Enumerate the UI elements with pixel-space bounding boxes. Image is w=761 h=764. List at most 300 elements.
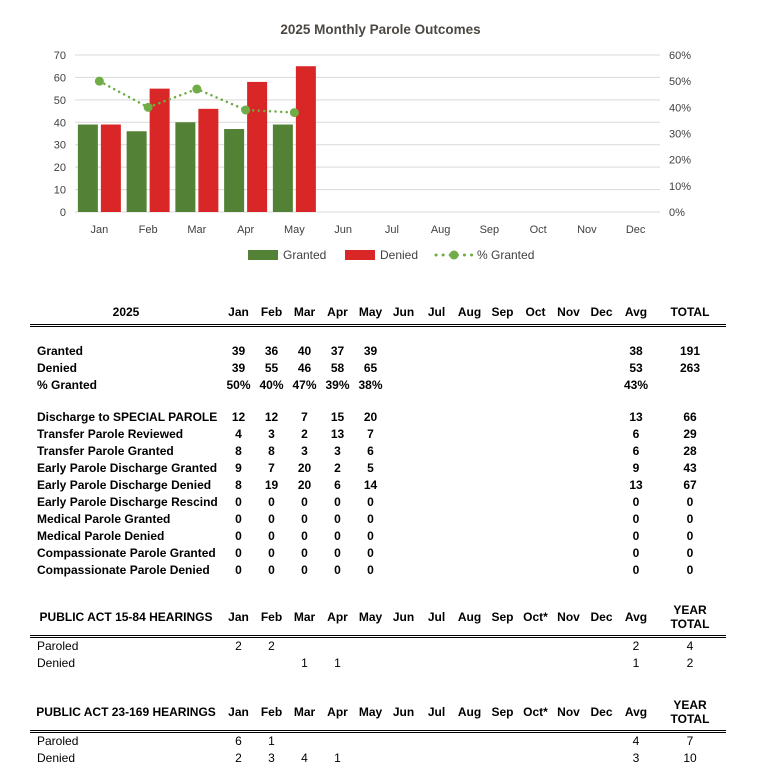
value-cell (486, 494, 519, 511)
value-cell (453, 443, 486, 460)
row-label: Denied (37, 361, 78, 375)
value-cell: 0 (235, 546, 242, 560)
value-cell: 0 (367, 529, 374, 543)
row-label: Medical Parole Granted (37, 512, 171, 526)
value-cell: 37 (330, 344, 345, 358)
value-cell (552, 562, 585, 579)
value-cell (519, 545, 552, 562)
month-header: Jan (222, 599, 255, 637)
value-cell (552, 377, 585, 394)
value-cell (585, 460, 618, 477)
value-cell (387, 511, 420, 528)
value-cell (387, 732, 420, 751)
row-label: Medical Parole Denied (37, 529, 165, 543)
total-header: YEAR TOTAL (654, 694, 726, 732)
legend-label-granted: Granted (283, 248, 327, 262)
header-row (30, 599, 726, 637)
value-cell (585, 494, 618, 511)
value-cell (552, 443, 585, 460)
value-cell (552, 494, 585, 511)
value-cell (552, 477, 585, 494)
month-header: Nov (552, 300, 585, 326)
value-cell (420, 377, 453, 394)
value-cell (387, 343, 420, 360)
month-header: Nov (552, 599, 585, 637)
value-cell: 0 (301, 512, 308, 526)
table-row (30, 494, 726, 511)
month-label: Jun (334, 224, 352, 236)
table-row (30, 360, 726, 377)
value-cell: 0 (268, 529, 275, 543)
row-label: Early Parole Discharge Denied (37, 478, 212, 492)
table-row (30, 477, 726, 494)
value-cell: 3 (301, 444, 308, 458)
value-cell (453, 562, 486, 579)
value-cell (552, 637, 585, 656)
month-label: Oct (529, 224, 547, 236)
denied-swatch (345, 250, 375, 260)
row-label: Discharge to SPECIAL PAROLE (37, 410, 218, 424)
avg-cell: 53 (629, 361, 643, 375)
total-cell: 66 (683, 410, 697, 424)
value-cell: 8 (235, 478, 242, 492)
value-cell (585, 426, 618, 443)
line-marker (241, 105, 250, 114)
row-label: Early Parole Discharge Rescind (37, 495, 218, 509)
row-label: Paroled (37, 734, 79, 748)
value-cell (585, 377, 618, 394)
table-row (30, 460, 726, 477)
month-header: Dec (585, 300, 618, 326)
value-cell (552, 545, 585, 562)
value-cell (420, 528, 453, 545)
month-header: Sep (486, 300, 519, 326)
table-row (30, 732, 726, 751)
value-cell: 1 (268, 734, 275, 748)
total-cell: 67 (683, 478, 697, 492)
line-marker (290, 108, 299, 117)
value-cell (519, 750, 552, 764)
right-axis-tick: 50% (669, 76, 692, 89)
month-label: Dec (625, 224, 646, 236)
value-cell (420, 477, 453, 494)
table-row (30, 377, 726, 394)
value-cell (453, 477, 486, 494)
table-row (30, 409, 726, 426)
value-cell (387, 377, 420, 394)
value-cell: 12 (231, 410, 246, 424)
value-cell (486, 477, 519, 494)
value-cell: 0 (268, 563, 275, 577)
value-cell (486, 750, 519, 764)
value-cell (354, 750, 387, 764)
value-cell: 0 (235, 495, 242, 509)
total-cell (654, 377, 726, 394)
value-cell (519, 477, 552, 494)
value-cell: 0 (301, 546, 308, 560)
value-cell: 1 (334, 751, 341, 764)
total-cell: 0 (686, 529, 694, 543)
value-cell: 20 (297, 478, 312, 492)
value-cell: 0 (334, 512, 341, 526)
value-cell (387, 528, 420, 545)
total-header: YEAR TOTAL (654, 599, 726, 637)
value-cell: 0 (367, 495, 374, 509)
value-cell: 4 (301, 751, 308, 764)
month-header: Apr (321, 300, 354, 326)
avg-cell: 43% (623, 378, 649, 392)
month-header: Mar (288, 300, 321, 326)
denied-bar (101, 125, 121, 212)
value-cell (453, 460, 486, 477)
combo-chart (0, 0, 761, 280)
public-act-23-169-table (30, 694, 726, 764)
value-cell (519, 494, 552, 511)
table-title-header: PUBLIC ACT 15-84 HEARINGS (30, 599, 222, 637)
value-cell (585, 477, 618, 494)
month-label: Aug (430, 224, 451, 236)
value-cell: 1 (301, 656, 308, 670)
avg-cell: 13 (629, 410, 643, 424)
value-cell (519, 360, 552, 377)
value-cell (486, 562, 519, 579)
month-header: Jul (420, 599, 453, 637)
month-header: Mar (288, 694, 321, 732)
value-cell (387, 655, 420, 672)
value-cell (519, 343, 552, 360)
value-cell (420, 637, 453, 656)
row-label: Transfer Parole Reviewed (37, 427, 184, 441)
chart-section (0, 0, 761, 280)
month-label: Nov (577, 224, 597, 236)
public-act-15-84-table (30, 599, 726, 672)
right-axis-tick: 30% (669, 128, 692, 141)
value-cell: 47% (292, 378, 317, 392)
value-cell: 2 (235, 751, 242, 764)
row-label: Granted (37, 344, 84, 358)
y-axis-left-labels (54, 50, 66, 219)
value-cell (486, 377, 519, 394)
left-axis-tick: 20 (53, 162, 66, 175)
value-cell (486, 343, 519, 360)
total-cell: 0 (686, 563, 694, 577)
granted-bar (273, 125, 293, 212)
avg-cell: 38 (629, 344, 643, 358)
avg-header: Avg (618, 694, 654, 732)
value-cell (486, 528, 519, 545)
value-cell: 39 (363, 344, 378, 358)
table-row (30, 637, 726, 656)
y-axis-right-labels (669, 50, 691, 219)
right-axis-tick: 0% (669, 207, 685, 219)
value-cell (486, 360, 519, 377)
value-cell (552, 409, 585, 426)
value-cell (387, 477, 420, 494)
avg-header: Avg (618, 300, 654, 326)
value-cell (585, 750, 618, 764)
value-cell: 8 (235, 444, 242, 458)
total-cell: 0 (686, 512, 694, 526)
table-row (30, 443, 726, 460)
total-cell: 29 (683, 427, 697, 441)
value-cell: 0 (235, 563, 242, 577)
denied-bar (150, 89, 170, 212)
granted-swatch (248, 250, 278, 260)
month-header: Oct (519, 300, 552, 326)
value-cell (288, 637, 321, 656)
value-cell: 6 (367, 444, 374, 458)
value-cell: 39% (325, 378, 350, 392)
granted-bar (175, 122, 195, 212)
left-axis-tick: 70 (53, 50, 66, 62)
value-cell (486, 637, 519, 656)
value-cell: 4 (235, 427, 242, 441)
granted-bar (224, 129, 244, 212)
value-cell (552, 655, 585, 672)
avg-cell: 0 (632, 529, 640, 543)
row-label: Compassionate Parole Granted (37, 546, 216, 560)
value-cell (453, 377, 486, 394)
value-cell: 2 (235, 639, 242, 653)
month-label: Mar (187, 224, 207, 236)
right-axis-tick: 20% (669, 154, 692, 167)
avg-cell: 13 (629, 478, 643, 492)
total-cell: 43 (683, 461, 697, 475)
table-title-header: 2025 (30, 300, 222, 326)
value-cell: 39 (231, 344, 246, 358)
value-cell: 14 (363, 478, 378, 492)
month-header: Jan (222, 300, 255, 326)
denied-bar (296, 66, 316, 212)
value-cell: 0 (334, 546, 341, 560)
value-cell: 39 (231, 361, 246, 375)
value-cell: 8 (268, 444, 275, 458)
value-cell (420, 750, 453, 764)
value-cell (552, 360, 585, 377)
avg-cell: 1 (632, 656, 640, 670)
value-cell (519, 377, 552, 394)
value-cell: 0 (301, 495, 308, 509)
month-header: May (354, 694, 387, 732)
value-cell: 20 (297, 461, 312, 475)
value-cell: 6 (334, 478, 341, 492)
total-cell: 7 (686, 734, 694, 748)
value-cell: 38% (358, 378, 383, 392)
value-cell: 36 (264, 344, 279, 358)
total-cell: 10 (683, 751, 697, 764)
value-cell (585, 360, 618, 377)
granted-bar (78, 125, 98, 212)
left-axis-tick: 0 (59, 207, 66, 219)
value-cell (420, 494, 453, 511)
avg-cell: 0 (632, 495, 640, 509)
month-header: Dec (585, 599, 618, 637)
value-cell: 19 (264, 478, 279, 492)
value-cell (420, 360, 453, 377)
total-header: TOTAL (654, 300, 726, 326)
value-cell (519, 562, 552, 579)
value-cell (420, 511, 453, 528)
left-axis-tick: 10 (53, 184, 66, 197)
month-header: Jun (387, 694, 420, 732)
x-axis-labels (91, 224, 646, 236)
percent-granted-swatch-marker (450, 251, 459, 260)
value-cell (585, 409, 618, 426)
value-cell (486, 409, 519, 426)
avg-cell: 0 (632, 563, 640, 577)
value-cell: 2 (334, 461, 341, 475)
value-cell (519, 637, 552, 656)
month-label: Feb (138, 224, 158, 236)
value-cell (387, 409, 420, 426)
value-cell: 0 (235, 512, 242, 526)
percent-granted-line (95, 77, 299, 117)
table-row (30, 750, 726, 764)
value-cell: 7 (268, 461, 275, 475)
value-cell (420, 655, 453, 672)
monthly-outcomes-table (30, 300, 726, 579)
row-label: Paroled (37, 639, 79, 653)
value-cell (519, 460, 552, 477)
line-marker (144, 103, 153, 112)
avg-cell: 4 (632, 734, 640, 748)
month-label: Apr (237, 224, 255, 236)
row-label: Compassionate Parole Denied (37, 563, 210, 577)
value-cell: 65 (363, 361, 378, 375)
month-header: Feb (255, 599, 288, 637)
row-label: Transfer Parole Granted (37, 444, 174, 458)
value-cell (453, 494, 486, 511)
total-cell: 2 (686, 656, 694, 670)
value-cell (585, 637, 618, 656)
table-row (30, 655, 726, 672)
avg-cell: 0 (632, 512, 640, 526)
avg-cell: 0 (632, 546, 640, 560)
value-cell (552, 343, 585, 360)
value-cell (519, 528, 552, 545)
total-cell: 263 (679, 361, 701, 375)
value-cell (453, 511, 486, 528)
left-axis-tick: 30 (53, 139, 66, 152)
value-cell: 0 (334, 495, 341, 509)
month-header: Dec (585, 694, 618, 732)
value-cell: 0 (334, 529, 341, 543)
value-cell (354, 655, 387, 672)
value-cell (288, 732, 321, 751)
value-cell: 6 (235, 734, 242, 748)
table-row (30, 426, 726, 443)
month-header: Jan (222, 694, 255, 732)
month-header: Apr (321, 694, 354, 732)
value-cell: 0 (235, 529, 242, 543)
value-cell (387, 562, 420, 579)
avg-cell: 2 (632, 639, 640, 653)
value-cell: 13 (330, 427, 345, 441)
month-header: Aug (453, 694, 486, 732)
month-header: Oct* (519, 599, 552, 637)
table-row (30, 528, 726, 545)
month-header: Oct* (519, 694, 552, 732)
avg-cell: 6 (632, 444, 640, 458)
value-cell (585, 528, 618, 545)
month-label: Sep (479, 224, 500, 236)
table-title-header: PUBLIC ACT 23-169 HEARINGS (30, 694, 222, 732)
spacer-row (30, 394, 726, 409)
value-cell (552, 732, 585, 751)
value-cell (420, 343, 453, 360)
chart-title: 2025 Monthly Parole Outcomes (280, 22, 481, 37)
value-cell: 0 (334, 563, 341, 577)
value-cell (486, 545, 519, 562)
value-cell (486, 732, 519, 751)
value-cell (585, 511, 618, 528)
value-cell (585, 443, 618, 460)
granted-bar (127, 131, 147, 212)
value-cell (552, 750, 585, 764)
left-axis-tick: 40 (53, 117, 66, 130)
table-row (30, 343, 726, 360)
month-header: Jul (420, 300, 453, 326)
value-cell (453, 343, 486, 360)
value-cell (552, 528, 585, 545)
value-cell (321, 637, 354, 656)
value-cell (453, 637, 486, 656)
value-cell (387, 443, 420, 460)
value-cell (453, 528, 486, 545)
value-cell: 40 (297, 344, 312, 358)
value-cell (387, 494, 420, 511)
month-header: Feb (255, 694, 288, 732)
value-cell: 0 (301, 529, 308, 543)
month-header: Jul (420, 694, 453, 732)
value-cell (552, 511, 585, 528)
value-cell (420, 443, 453, 460)
denied-bar (198, 109, 218, 212)
value-cell (255, 655, 288, 672)
value-cell (453, 732, 486, 751)
value-cell (222, 655, 255, 672)
value-cell: 3 (268, 427, 275, 441)
value-cell (486, 655, 519, 672)
value-cell (354, 637, 387, 656)
value-cell: 15 (330, 410, 345, 424)
value-cell (453, 426, 486, 443)
value-cell: 1 (334, 656, 341, 670)
value-cell (585, 562, 618, 579)
total-cell: 191 (679, 344, 701, 358)
value-cell (387, 637, 420, 656)
row-label: Early Parole Discharge Granted (37, 461, 218, 475)
value-cell: 0 (367, 512, 374, 526)
value-cell: 3 (334, 444, 341, 458)
value-cell: 40% (259, 378, 284, 392)
header-row (30, 300, 726, 326)
month-header: Jun (387, 300, 420, 326)
total-cell: 28 (683, 444, 697, 458)
value-cell (552, 460, 585, 477)
value-cell (486, 426, 519, 443)
value-cell (420, 562, 453, 579)
right-axis-tick: 60% (669, 50, 692, 62)
value-cell (387, 360, 420, 377)
value-cell (453, 409, 486, 426)
avg-cell: 9 (632, 461, 640, 475)
value-cell: 0 (268, 512, 275, 526)
value-cell: 0 (367, 563, 374, 577)
month-header: Sep (486, 694, 519, 732)
legend-label-denied: Denied (380, 248, 419, 262)
value-cell (420, 732, 453, 751)
